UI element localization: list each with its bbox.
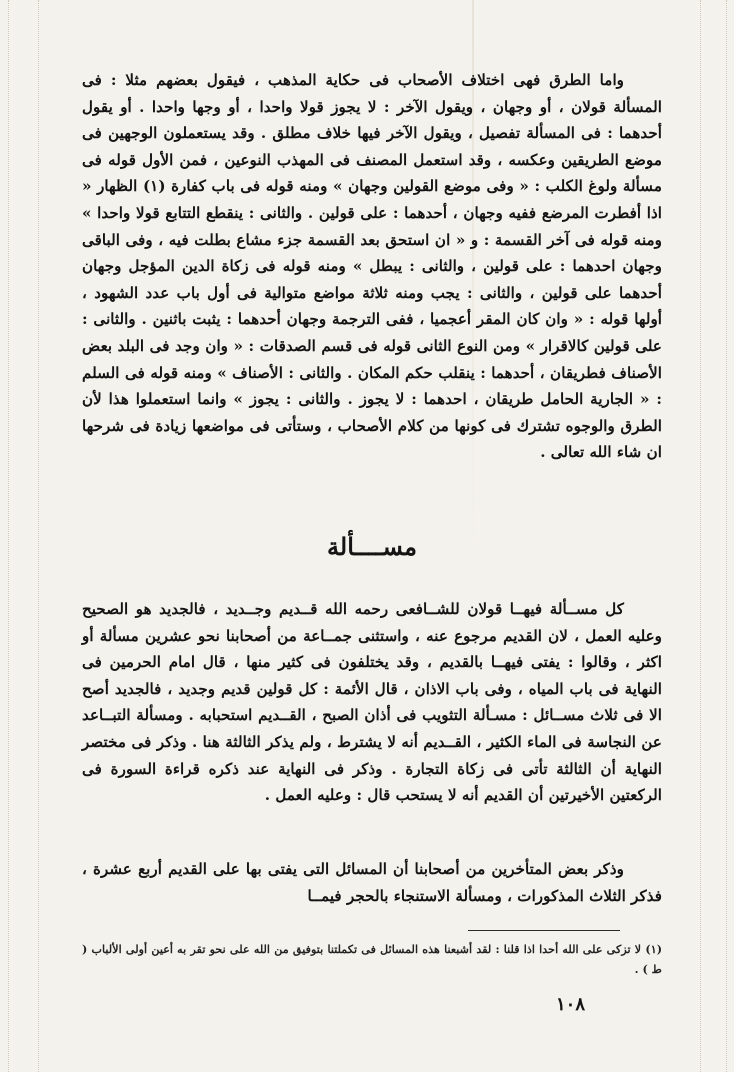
paragraph-later-scholars <box>82 856 662 909</box>
margin-dotted-line <box>726 0 727 1072</box>
margin-dotted-line <box>700 0 701 1072</box>
page-number: ١٠٨ <box>556 994 586 1015</box>
paragraph-methods <box>82 67 662 466</box>
footnote-separator <box>468 930 620 931</box>
margin-dotted-line <box>38 0 39 1072</box>
paragraph-text: على قولين كالاقرار » ومن النوع الثانى قوله فى قسم الصدقات : « وان وجد فى البلد بعض الأصناف فطريقان ، أحدهما : ينقلب حكم المكان . والثانى : الأصناف » ومنه قوله فى السلم : « الجارية الحامل طريقان ، احدهما : لا يجوز . والثانى : يجوز » وانما استعملوا هذا لأن الطرق والوجوه تشترك فى كونها من كلام الأصحاب ، وستأتى فى مواضعها زيادة فى شرحها ان شاء الله تعالى . <box>82 336 662 462</box>
paragraph-old-new <box>82 596 662 809</box>
paragraph-body <box>82 67 662 466</box>
bold-term: أحدهما <box>237 310 281 329</box>
section-heading: مســــألة <box>327 532 417 561</box>
paragraph-body: وذكر بعض المتأخرين من أصحابنا أن المسائل التى يفتى بها على القديم أربع عشرة ، فذكر الثلاث المذكورات ، ومسألة الاستنجاء بالحجر فيمــا <box>82 860 662 905</box>
paragraph-text: واما الطرق فهى اختلاف الأصحاب فى حكاية المذهب ، فيقول بعضهم مثلا : فى المسألة قولان ، أو وجهان ، ويقول الآخر : لا يجوز قولا واحدا ، أو وجها واحدا . أو يقول أحدهما : فى المسألة تفصيل ، ويقول الآخر فيها خلاف مطلق . وقد يستعملون الوجهين فى موضع الطريقين وعكسه ، وقد استعمل المصنف فى المهذب النوعين ، فمن الأول قوله فى مسألة ولوغ الكلب : « وفى موضع القولين وجهان » ومنه قوله فى باب كفارة (١) الظهار « اذا أفطرت المرضع ففيه وجهان ، أحدهما : على قولين . والثانى : ينقطع التتابع قولا واحدا » ومنه قوله فى آخر القسمة : و « ان استحق بعد القسمة جزء مشاع بطلت فيه ، وفى الباقى وجهان احدهما : على قولين ، والثانى : يبطل » ومنه قوله فى زكاة الدين المؤجل وجهان أحدهما على قولين ، والثانى : يجب ومنه ثلاثة مواضع متوالية فى أول باب عدد الشهود ، أولها قوله : « وان كان المقر أعجميا ، ففى الترجمة وجهان <box>82 71 663 329</box>
footnote: (١) لا تزكى على الله أحدا اذا قلنا : لقد أشبعنا هذه المسائل فى تكملتنا بتوفيق من الله على نحو تقر به أعين أولى الألباب ( ط ) . <box>82 942 662 976</box>
margin-dotted-line <box>8 0 9 1072</box>
paragraph-text: : يثبت باثنين . <box>141 310 232 329</box>
paragraph-body: كل مســألة فيهــا قولان للشــافعى رحمه الله قــديم وجــديد ، فالجديد هو الصحيح وعليه العمل ، لان القديم مرجوع عنه ، واستثنى جمــاعة من أصحابنا نحو عشرين مسألة أو اكثر ، وقالوا : يفتى فيهــا بالقديم ، وقد يختلفون فى كثير منها ، قال امام الحرمين فى النهاية فى باب المياه ، وفى باب الاذان ، قال الأئمة : كل قولين قديم وجديد ، فالجديد أصح الا فى ثلاث مســائل : مسـألة التثويب فى أذان الصبح ، القــديم استحبابه . ومسألة التبــاعد عن النجاسة فى الماء الكثير ، القــديم أنه لا يشترط ، ولم يذكر الثالثة هنا . وذكر فى مختصر النهاية أن الثالثة تأتى فى زكاة التجارة . وذكر فى النهاية عند ذكره قراءة السورة فى الركعتين الأخيرتين أن القديم أنه لا يستحب قال : وعليه العمل . <box>82 600 662 805</box>
bold-term: والثانى : <box>82 310 136 329</box>
